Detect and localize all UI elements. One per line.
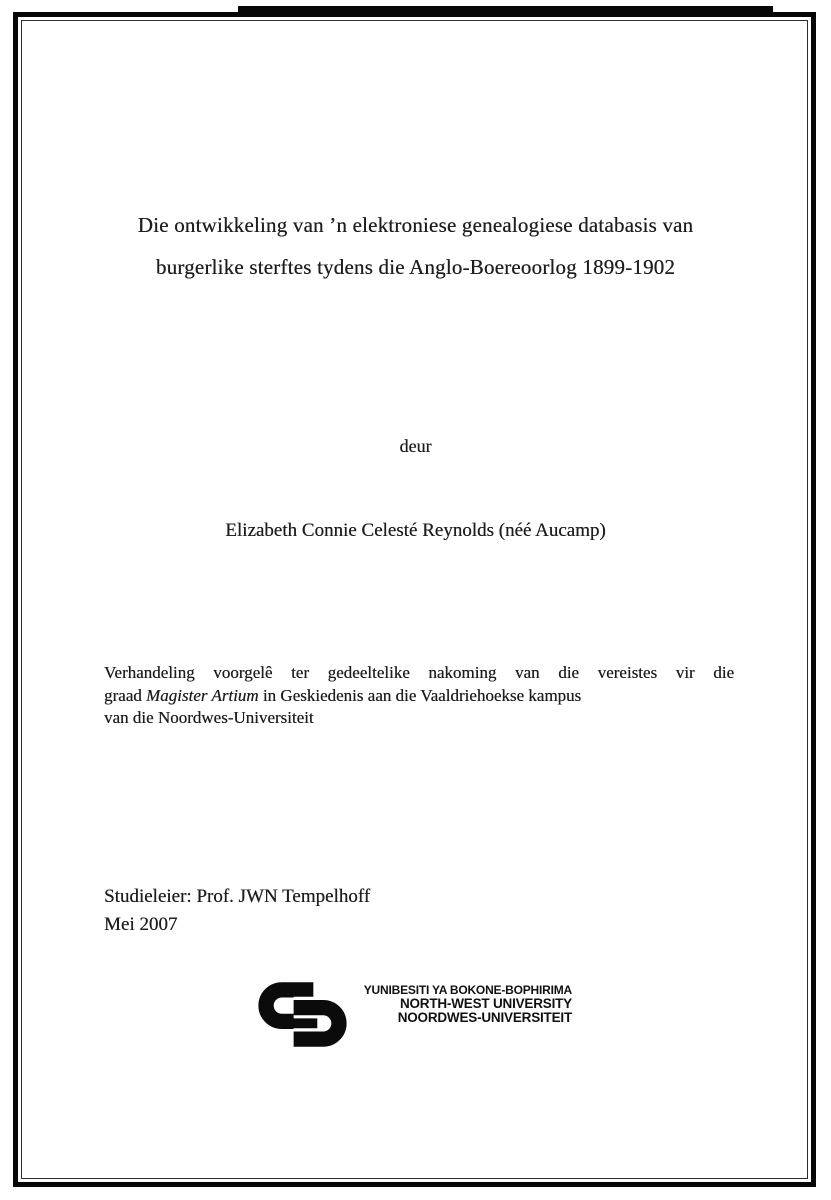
- author-name: Elizabeth Connie Celesté Reynolds (néé Aucamp): [225, 520, 606, 541]
- supervisor-line: Studieleier: Prof. JWN Tempelhoff: [104, 886, 371, 907]
- byline-deur: deur: [399, 436, 432, 456]
- degree-statement-line2-suffix: in Geskiedenis aan die Vaaldriehoekse kampus: [258, 685, 582, 705]
- scan-artifact-top-edge: [238, 6, 773, 15]
- nwu-logo-wordmark: [318, 983, 572, 1024]
- degree-statement-line3: van die Noordwes-Universiteit: [104, 708, 314, 727]
- thesis-title-line1: Die ontwikkeling van ’n elektroniese genealogiese databasis van: [137, 213, 694, 237]
- degree-statement-line2-prefix: graad: [104, 685, 147, 705]
- nwu-name-setswana: YUNIBESITI YA BOKONE-BOPHIRIMA: [363, 983, 572, 997]
- degree-statement-line1: Verhandeling voorgelê ter gedeeltelike nakoming van die vereistes vir die: [104, 663, 734, 682]
- degree-statement-line2: [104, 685, 734, 708]
- thesis-title-line2: burgerlike sterftes tydens die Anglo-Boereoorlog 1899-1902: [155, 255, 676, 279]
- nwu-name-afrikaans: NOORDWES-UNIVERSITEIT: [397, 1009, 572, 1025]
- degree-name-italic: Magister Artium: [146, 685, 259, 705]
- supervisor-block: [104, 883, 370, 939]
- degree-statement: [104, 662, 734, 730]
- thesis-title: [0, 204, 831, 288]
- date-line: Mei 2007: [104, 914, 178, 935]
- nwu-name-english: NORTH-WEST UNIVERSITY: [399, 996, 572, 1011]
